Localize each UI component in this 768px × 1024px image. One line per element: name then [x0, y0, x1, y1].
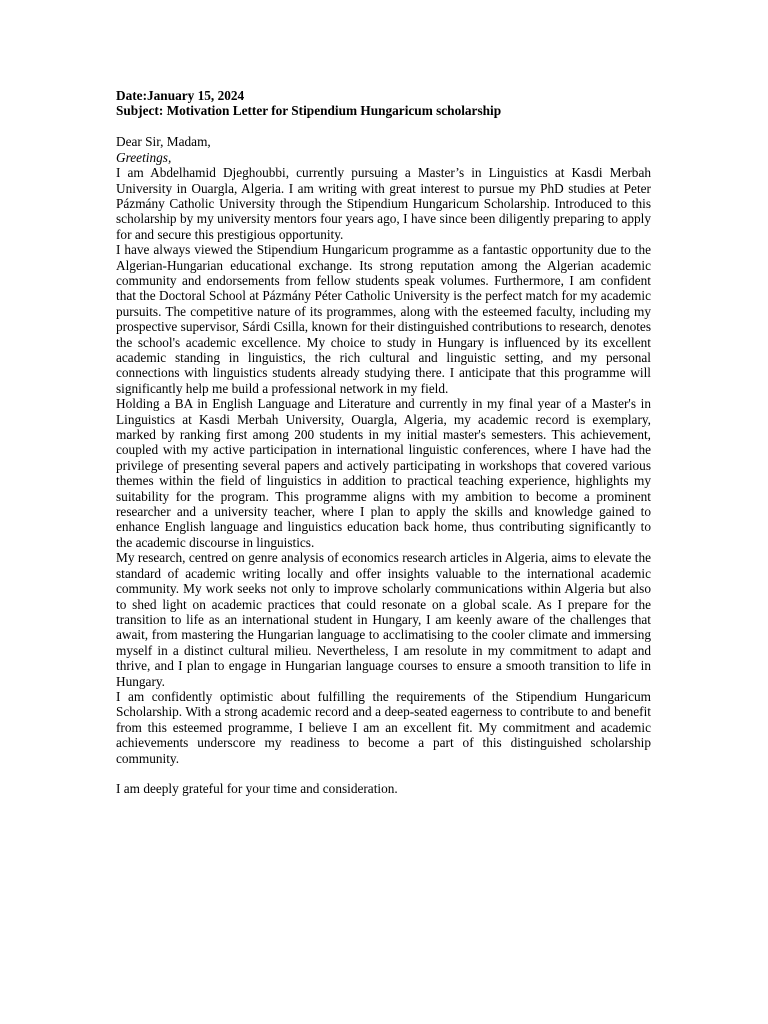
letter-subject: Subject: Motivation Letter for Stipendium Hungaricum scholarship	[116, 103, 502, 119]
letter-page	[116, 88, 651, 797]
letter-paragraph-conclusion: I am confidently optimistic about fulfilling the requirements of the Stipendium Hungaricum Scholarship. With a strong academic record and a deep-seated eagerness to contribute to and benefit from this esteemed programme, I believe I am an excellent fit. My commitment and academic achievements underscore my readiness to become a part of this distinguished scholarship community.	[116, 688, 651, 766]
letter-date: Date:January 15, 2024	[116, 88, 245, 103]
letter-paragraph-research: My research, centred on genre analysis of economics research articles in Algeria, aims to elevate the standard of academic writing locally and offer insights valuable to the international academic community. My work seeks not only to improve scholarly communications within Algeria but also to shed light on academic practices that could resonate on a global scale. As I prepare for the transition to life as an international student in Hungary, I am keenly aware of the challenges that await, from mastering the Hungarian language to acclimatising to the cooler climate and immersing myself in a distinct cultural milieu. Nevertheless, I am resolute in my commitment to adapt and thrive, and I plan to engage in Hungarian language courses to ensure a smooth transition to life in Hungary.	[116, 550, 651, 689]
letter-paragraph-academic-record: Holding a BA in English Language and Literature and currently in my final year of a Master's in Linguistics at Kasdi Merbah University, Ouargla, Algeria, my academic record is exemplary, marked by ranking first among 200 students in my initial master's semesters. This achievement, coupled with my active participation in international linguistic conferences, where I have had the privilege of presenting several papers and actively participating in workshops that covered various themes within the field of linguistics in addition to practical teaching experience, highlights my suitability for the program. This programme aligns with my ambition to become a prominent researcher and a university teacher, where I plan to apply the skills and knowledge gained to enhance English language and linguistics education back home, thus contributing significantly to the academic discourse in linguistics.	[116, 396, 651, 550]
letter-greeting: Greetings,	[116, 149, 172, 165]
letter-closing: I am deeply grateful for your time and consideration.	[116, 781, 398, 797]
letter-salutation: Dear Sir, Madam,	[116, 134, 211, 150]
letter-paragraph-intro: I am Abdelhamid Djeghoubbi, currently pursuing a Master’s in Linguistics at Kasdi Merbah University in Ouargla, Algeria. I am writing with great interest to pursue my PhD studies at Peter Pázmány Catholic University through the Stipendium Hungaricum Scholarship. Introduced to this scholarship by my university mentors four years ago, I have since been diligently preparing to apply for and secure this prestigious opportunity.	[116, 165, 651, 242]
letter-paragraph-programme: I have always viewed the Stipendium Hungaricum programme as a fantastic opportunity due to the Algerian-Hungarian educational exchange. Its strong reputation among the Algerian academic community and endorsements from fellow students speak volumes. Furthermore, I am confident that the Doctoral School at Pázmány Péter Catholic University is the perfect match for my academic pursuits. The competitive nature of its programmes, along with the esteemed faculty, including my prospective supervisor, Sárdi Csilla, known for their distinguished contributions to research, denotes the school's academic excellence. My choice to study in Hungary is influenced by its excellent academic standing in linguistics, the rich cultural and linguistic setting, and my personal connections with linguistics students already studying there. I anticipate that this programme will significantly help me build a professional network in my field.	[116, 242, 651, 396]
